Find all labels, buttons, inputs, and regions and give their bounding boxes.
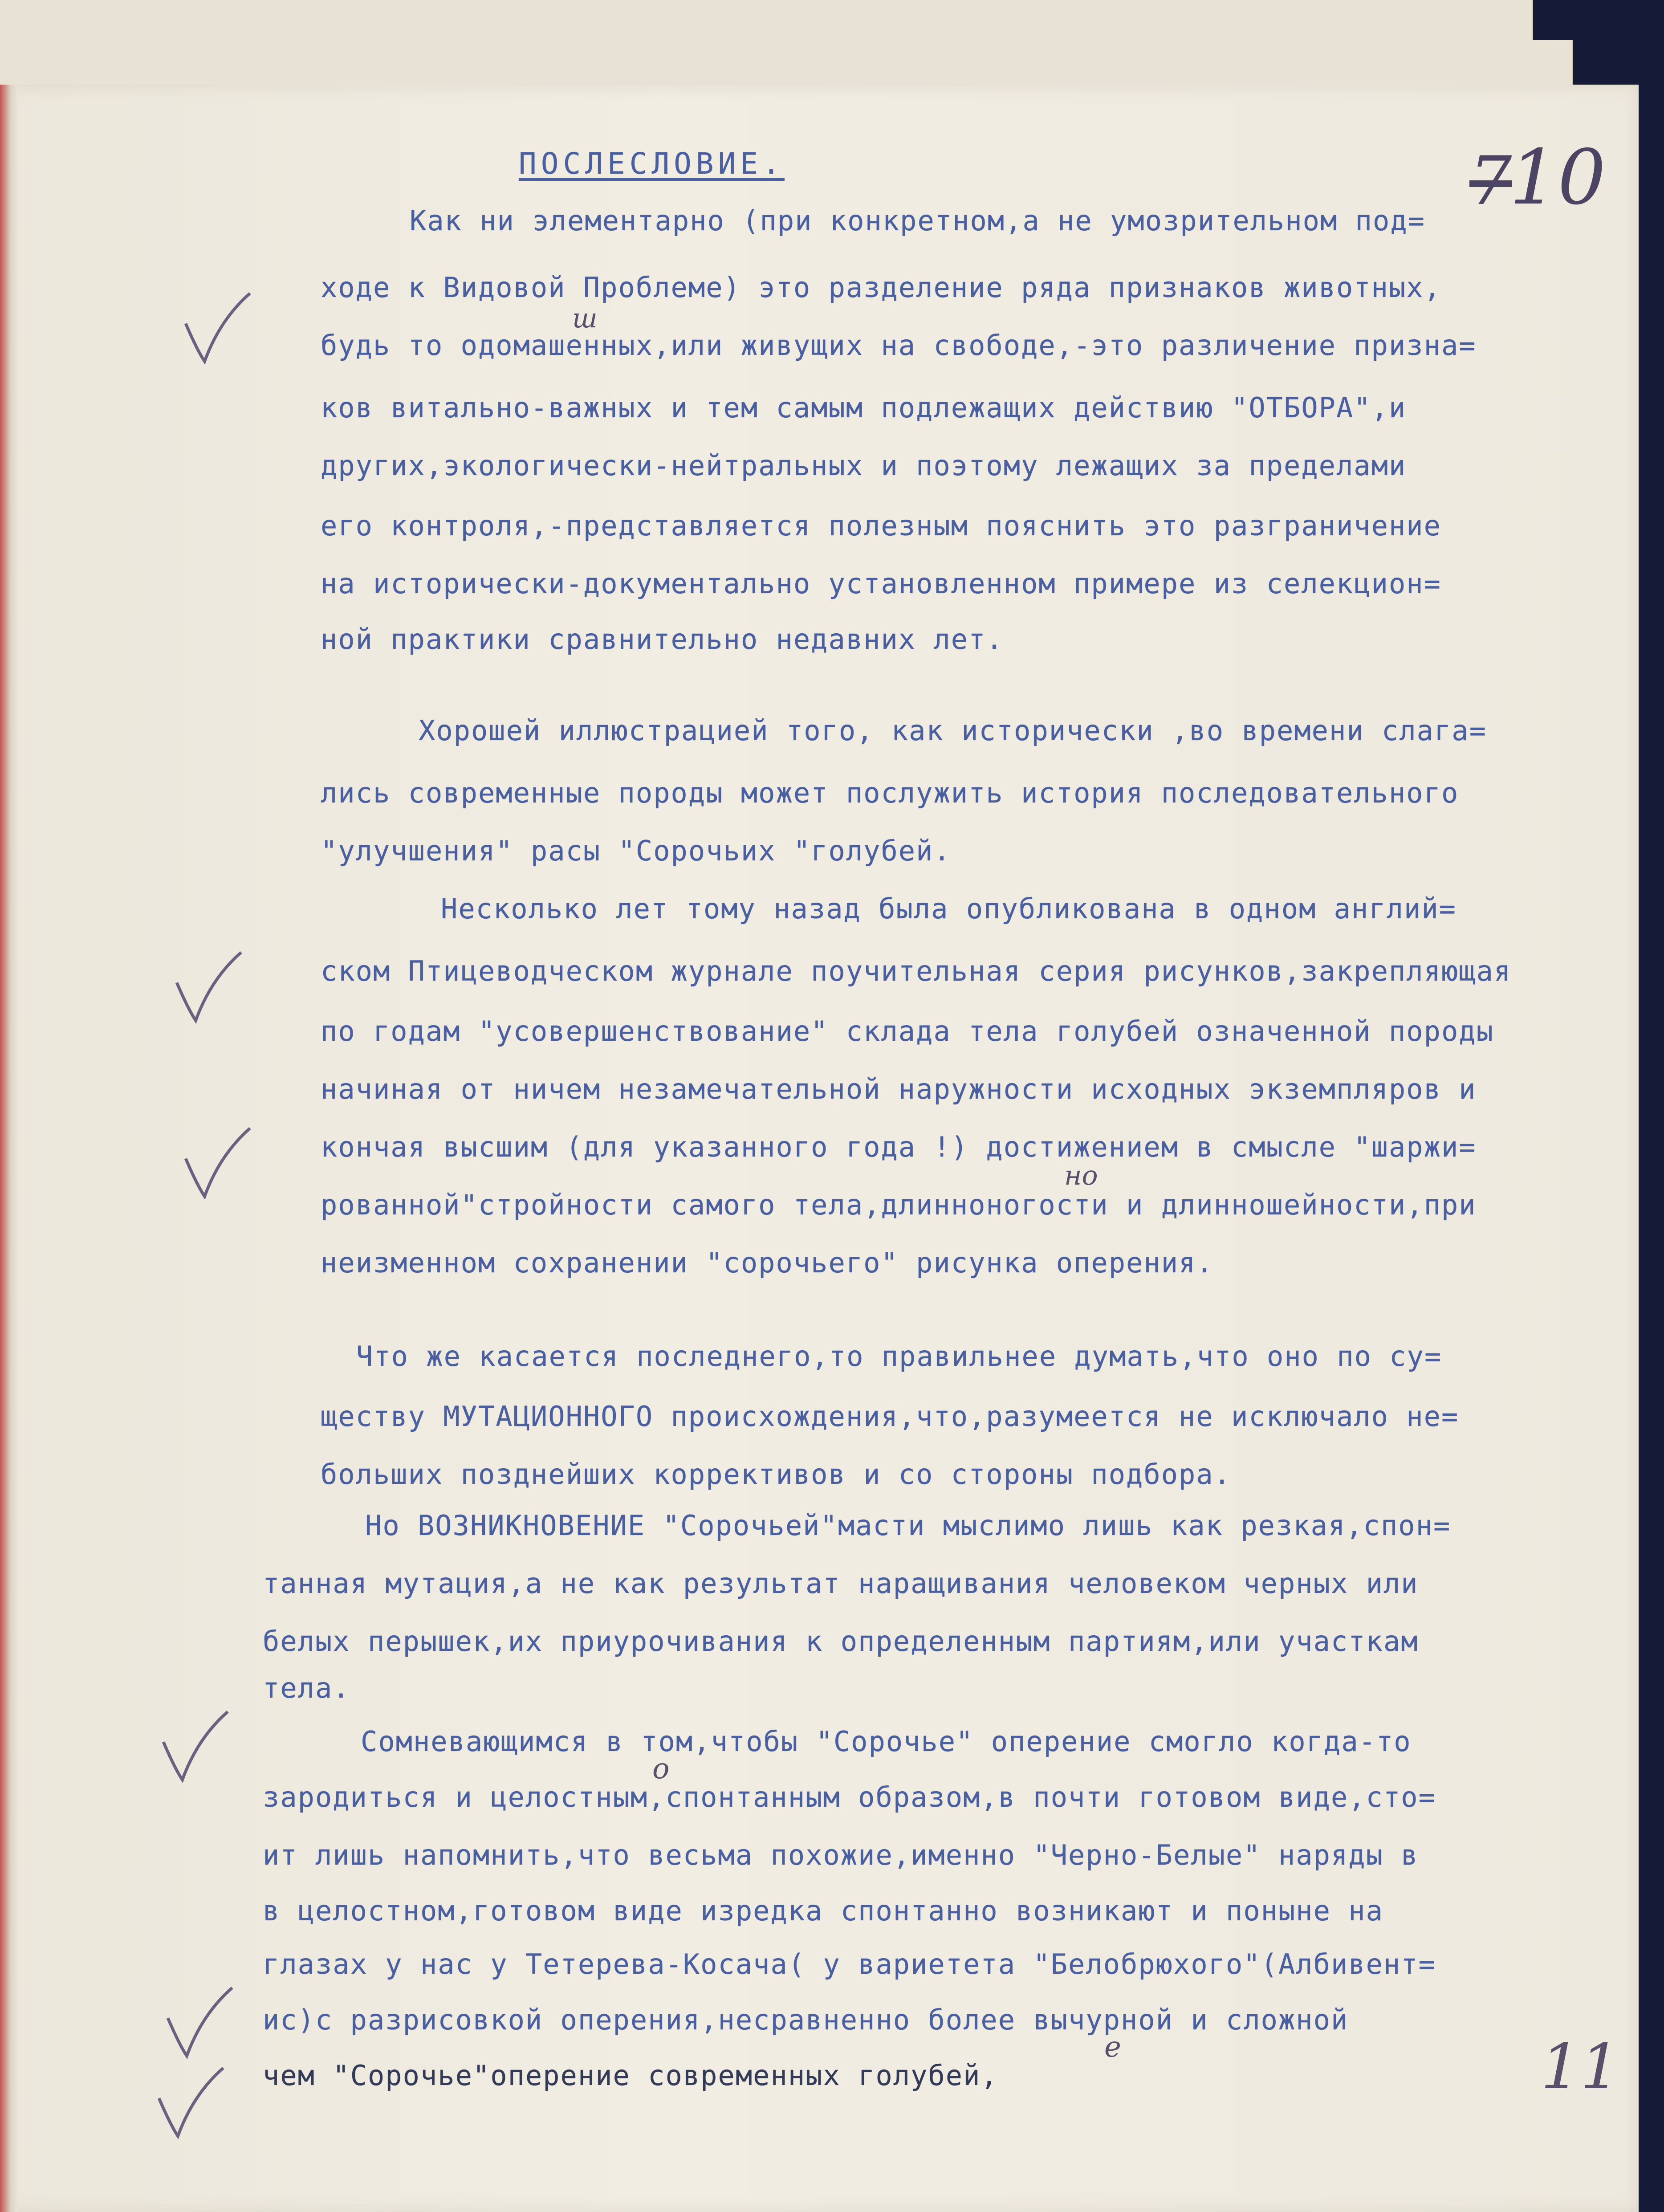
text-line-29: в целостном,готовом виде изредка спонтанно возникают и поныне на	[263, 1894, 1383, 1927]
text-line-5: других,экологически-нейтральных и поэтому лежащих за пределами	[321, 449, 1407, 482]
checkmark-icon	[160, 1982, 236, 2062]
page-number-crossed: 7	[1469, 143, 1512, 220]
text-line-19: Что же касается последнего,то правильнее думать,что оно по су=	[356, 1340, 1442, 1373]
text-line-9: Хорошей иллюстрацией того, как исторически ,во времени слага=	[419, 714, 1487, 747]
back-sheet-1	[0, 0, 1533, 40]
text-line-8: ной практики сравнительно недавних лет.	[321, 623, 1004, 656]
text-line-7: на исторически-документально установленном примере из селекцион=	[321, 567, 1441, 600]
text-line-16: кончая высшим (для указанного года !) достижением в смысле "шаржи=	[321, 1131, 1477, 1163]
text-line-12: Несколько лет тому назад была опубликована в одном англий=	[441, 892, 1457, 925]
handwritten-insert-sh: ш	[572, 303, 598, 334]
checkmark-icon	[178, 285, 254, 370]
checkmark-icon	[156, 1701, 232, 1790]
text-line-1: Как ни элементарно (при конкретном,а не умозрительном под=	[410, 204, 1425, 237]
back-sheet-2	[0, 40, 1573, 85]
text-line-11: "улучшения" расы "Сорочьих "голубей.	[321, 835, 951, 867]
page-title: ПОСЛЕСЛОВИЕ.	[519, 147, 785, 181]
text-line-3: будь то одомашенных,или живущих на свободе,-это различение призна=	[321, 329, 1477, 362]
text-line-27: зародиться и целостным,спонтанным образом,в почти готовом виде,сто=	[263, 1781, 1436, 1813]
text-line-17: рованной"стройности самого тела,длинноногости и длинношейности,при	[321, 1189, 1477, 1221]
text-line-4: ков витально-важных и тем самым подлежащих действию "ОТБОРА",и	[321, 391, 1407, 424]
text-line-6: его контроля,-представляется полезным пояснить это разграничение	[321, 509, 1441, 542]
text-line-26: Сомневающимся в том,чтобы "Сорочье" оперение смогло когда-то	[361, 1725, 1412, 1758]
text-line-32: чем "Сорочье"оперение современных голубей,	[263, 2059, 998, 2092]
text-line-28: ит лишь напомнить,что весьма похожие,именно "Черно-Белые" наряды в	[263, 1839, 1419, 1871]
text-line-13: ском Птицеводческом журнале поучительная серия рисунков,закрепляющая	[321, 955, 1512, 987]
text-line-24: белых перышек,их приурочивания к определенным партиям,или участкам	[263, 1625, 1419, 1658]
text-line-21: больших позднейших коррективов и со стороны подбора.	[321, 1458, 1232, 1491]
page-number: 10	[1509, 134, 1606, 222]
handwritten-insert-e: е	[1104, 2031, 1121, 2064]
text-line-25: тела.	[263, 1672, 350, 1704]
page-binding-edge	[0, 85, 18, 2212]
text-line-2: ходе к Видовой Проблеме) это разделение ряда признаков животных,	[321, 271, 1441, 304]
handwritten-insert-no: но	[1064, 1160, 1098, 1191]
checkmark-icon	[169, 944, 245, 1029]
text-line-14: по годам "усовершенствование" склада тела голубей означенной породы	[321, 1015, 1494, 1047]
checkmark-icon	[178, 1118, 254, 1207]
checkmark-icon	[151, 2062, 227, 2142]
text-line-30: глазах у нас у Тетерева-Косача( у вариетета "Белобрюхого"(Албивент=	[263, 1948, 1436, 1980]
handwritten-margin-11: 11	[1541, 2031, 1620, 2103]
text-line-31: ис)с разрисовкой оперения,несравненно более вычурной и сложной	[263, 2004, 1349, 2036]
text-line-22: Но ВОЗНИКНОВЕНИЕ "Сорочьей"масти мыслимо лишь как резкая,спон=	[365, 1509, 1451, 1542]
text-line-15: начиная от ничем незамечательной наружности исходных экземпляров и	[321, 1073, 1477, 1105]
handwritten-insert-o: о	[652, 1752, 670, 1785]
text-line-10: лись современные породы может послужить история последовательного	[321, 777, 1459, 809]
text-line-20: ществу МУТАЦИОННОГО происхождения,что,разумеется не исключало не=	[321, 1400, 1459, 1433]
text-line-23: танная мутация,а не как результат наращивания человеком черных или	[263, 1567, 1419, 1600]
text-line-18: неизменном сохранении "сорочьего" рисунка оперения.	[321, 1247, 1214, 1279]
